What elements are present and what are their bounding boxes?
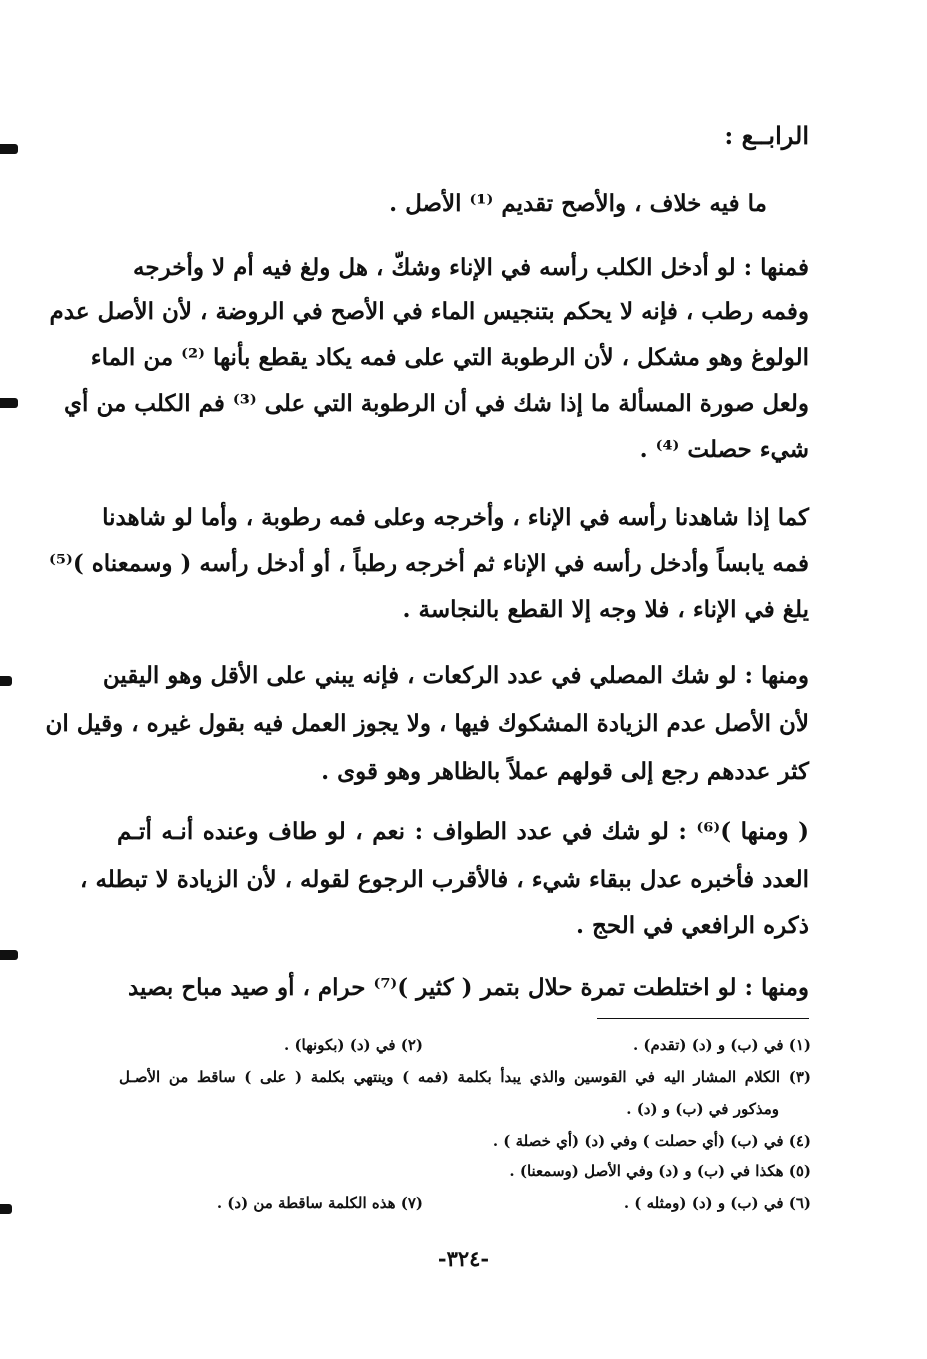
footnote: (٧) هذه الكلمة ساقطة من (د) . xyxy=(216,1194,423,1212)
text-line: العدد فأخبره عدل ببقاء شيء ، فالأقرب الرجوع لقوله ، لأن الزيادة لا تبطله ، xyxy=(80,866,809,893)
footnote: (٤) في (ب) (أي حصلت ) وفي (د) (أي خصلة ) . xyxy=(492,1132,811,1150)
margin-mark xyxy=(0,1204,12,1214)
text-line: ولعل صورة المسألة ما إذا شك في أن الرطوبة التي على ⁽³⁾ فم الكلب من أي xyxy=(64,390,809,417)
text-line: شيء حصلت ⁽⁴⁾ . xyxy=(639,436,809,463)
text-line: وفمه رطب ، فإنه لا يحكم بتنجيس الماء في الأصح في الروضة ، لأن الأصل عدم xyxy=(49,298,809,325)
text-line: ما فيه خلاف ، والأصح تقديم ⁽¹⁾ الأصل . xyxy=(389,190,767,217)
text-line: فمه يابساً وأدخل رأسه في الإناء ثم أخرجه رطباً ، أو أدخل رأسه ( وسمعناه )⁽⁵⁾ xyxy=(49,550,809,577)
footnote: ومذكور في (ب) و (د) . xyxy=(626,1100,779,1118)
text-line: كما إذا شاهدنا رأسه في الإناء ، وأخرجه وعلى فمه رطوبة ، وأما لو شاهدنا xyxy=(102,504,809,531)
margin-mark xyxy=(0,144,18,154)
text-line: ومنها : لو شك المصلي في عدد الركعات ، فإنه يبني على الأقل وهو اليقين xyxy=(102,662,809,689)
footnote-rule xyxy=(597,1018,809,1019)
text-line: الولوغ وهو مشكل ، لأن الرطوبة التي على فمه يكاد يقطع بأنها ⁽²⁾ من الماء xyxy=(90,344,809,371)
footnote: (٥) هكذا في (ب) و (د) وفي الأصل (وسمعنا) . xyxy=(509,1162,811,1180)
text-line: ( ومنها )⁽⁶⁾ : لو شك في عدد الطواف : نعم ، لو طاف وعنده أنـه أتـم xyxy=(117,818,809,845)
page-number: -٣٢٤- xyxy=(437,1246,490,1271)
text-line: يلغ في الإناء ، فلا وجه إلا القطع بالنجاسة . xyxy=(402,596,809,623)
footnote: (١) في (ب) و (د) (تقدم) . xyxy=(632,1036,811,1054)
margin-mark xyxy=(0,676,12,686)
text-line: فمنها : لو أدخل الكلب رأسه في الإناء وشكّ ، هل ولغ فيه أم لا وأخرجه xyxy=(133,254,809,281)
footnote: (٦) في (ب) و (د) (ومثله ) . xyxy=(623,1194,811,1212)
text-line: لأن الأصل عدم الزيادة المشكوك فيها ، ولا يجوز العمل فيه بقول غيره ، وقيل ان xyxy=(45,710,809,737)
footnote: (٢) في (د) (بكونها) . xyxy=(284,1036,423,1054)
section-heading: الرابــع : xyxy=(724,121,809,150)
text-line: كثر عددهم رجع إلى قولهم عملاً بالظاهر وهو قوى . xyxy=(321,758,809,785)
text-line: ذكره الرافعي في الحج . xyxy=(576,912,809,939)
text-line: ومنها : لو اختلطت تمرة حلال بتمر ( كثير )⁽⁷⁾ حرام ، أو صيد مباح بصيد xyxy=(127,974,809,1001)
margin-mark xyxy=(0,398,18,408)
footnote: (٣) الكلام المشار اليه في القوسين والذي يبدأ بكلمة (فمه ) وينتهي بكلمة ( على ) ساقط من الأصـل xyxy=(119,1068,811,1086)
margin-mark xyxy=(0,950,18,960)
